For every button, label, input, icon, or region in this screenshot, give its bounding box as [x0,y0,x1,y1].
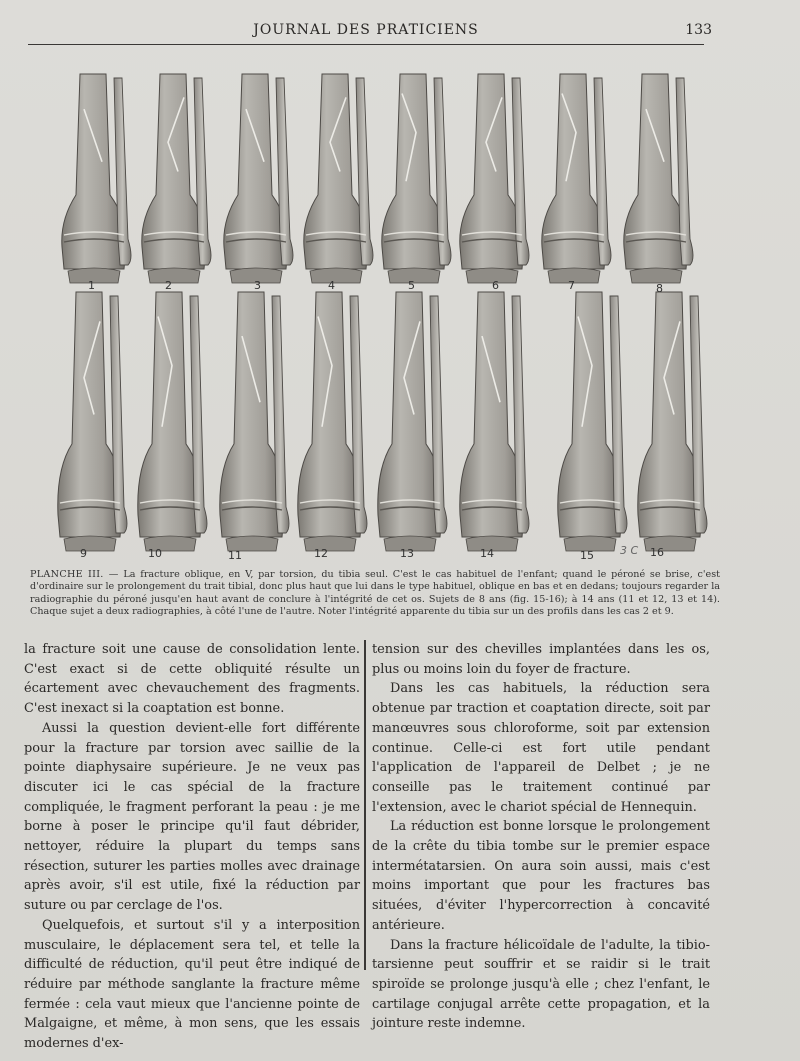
running-title: JOURNAL DES PRATICIENS [253,22,479,38]
figure-number: 12 [314,547,328,560]
talus-shape [304,536,356,551]
paragraph: Quelquefois, et surtout s'il y a interposition musculaire, le déplacement sera tel, et telle la difficulté de réduction, qu'il peut être indiqué de réduire par méthode sanglante la fracture même fermée : cela vaut mieux que l'ancienne pointe de Malgaigne, et même, à mon sens, que les essais modernes d'ex- [24,917,360,1052]
handwritten-mark: 3 C [620,544,639,557]
paragraph: la fracture soit une cause de consolidation lente. C'est exact si de cette obliquité résulte un écartement avec chevauchement des fragments. C'est inexact si la coaptation est bonne. [24,642,360,717]
page-number: 133 [685,22,712,38]
figure-number: 16 [650,546,664,559]
radiograph-figure [58,292,127,551]
figure-number: 2 [165,279,172,292]
radiograph-figure [460,292,529,551]
figure-number: 9 [80,547,87,560]
figure-number: 10 [148,547,162,560]
radiograph-plate [38,60,728,568]
paragraph: Dans les cas habituels, la réduction sera obtenue par traction et coaptation directe, soit par manœuvres sous chloroforme, soit par extension continue. Celle-ci est fort utile pendant l'application de l'appareil de Delbet ; je ne conseille pas le traitement continué par l'extension, avec le chariot spécial de Hennequin. [372,681,710,815]
figure-number: 3 [254,279,261,292]
figure-number: 4 [328,279,335,292]
radiograph-figure [138,292,207,551]
radiograph-figure [460,74,529,283]
radiograph-figure [542,74,611,283]
figure-number: 1 [88,279,95,292]
paragraph: Dans la fracture hélicoïdale de l'adulte, la tibio-tarsienne peut souffrir et se raidir si le trait spiroïde se prolonge jusqu'à elle ; chez l'enfant, le cartilage conjugal arrête cette propagation, et la jointure reste indemne. [372,937,710,1032]
talus-shape [64,536,116,551]
talus-shape [310,268,362,283]
figure-number: 5 [408,279,415,292]
right-column [372,640,710,1034]
radiograph-figure [298,292,367,551]
radiograph-drawings [38,60,728,568]
talus-shape [148,268,200,283]
figure-number: 11 [228,549,242,562]
caption-text: La fracture oblique, en V, par torsion, du tibia seul. C'est le cas habituel de l'enfant; quand le péroné se brise, c'est d'ordinaire sur le prolongement du trait tibial, donc plus haut que lui dans le type habituel, oblique en bas et en dedans; toujours regarder la radiographie du péroné jusqu'en haut avant de conclure à l'intégrité de cet os. Sujets de 8 ans (fig. 15-16); à 14 ans (11 et 12, 13 et 14). Chaque sujet a deux radiographies, à côté l'une de l'autre. Noter l'intégrité apparente du tibia sur un des profils dans les cas 2 et 9. [30,569,720,618]
caption-lead: PLANCHE III. — [30,569,119,580]
figure-number: 8 [656,282,663,295]
figure-number: 13 [400,547,414,560]
radiograph-figure [378,292,447,551]
radiograph-figure [304,74,373,283]
paragraph: Aussi la question devient-elle fort différente pour la fracture par torsion avec saillie de la pointe diaphysaire supérieure. Je ne veux pas discuter ici le cas spécial de la fracture compliquée, le fragment perforant la peau : je me borne à poser le principe qu'il faut débrider, nettoyer, réduire la plupart du temps sans résection, suturer les parties molles avec drainage après avoir, s'il est utile, fixé la réduction par suture ou par cerclage de l'os. [24,720,360,914]
radiograph-figure [220,292,289,551]
radiograph-figure [624,74,693,283]
radiograph-figure [142,74,211,283]
radiograph-figure [558,292,627,551]
figure-number: 7 [568,279,575,292]
talus-shape [630,268,682,283]
left-column [24,640,360,1054]
figure-number: 15 [580,549,594,562]
page-header [28,18,712,45]
radiograph-figure [382,74,451,283]
radiograph-figure [638,292,707,551]
radiograph-figure [62,74,131,283]
figure-number: 6 [492,279,499,292]
figure-number: 14 [480,547,494,560]
radiograph-figure [224,74,293,283]
plate-caption [30,569,720,619]
column-divider [364,640,366,970]
paragraph: tension sur des chevilles implantées dans les os, plus ou moins loin du foyer de fracture. [372,642,710,677]
paragraph: La réduction est bonne lorsque le prolongement de la crête du tibia tombe sur le premier espace intermétatarsien. On aura soin aussi, mais c'est moins important que pour les fractures bas situées, d'éviter l'hypercorrection à concavité antérieure. [372,819,710,933]
